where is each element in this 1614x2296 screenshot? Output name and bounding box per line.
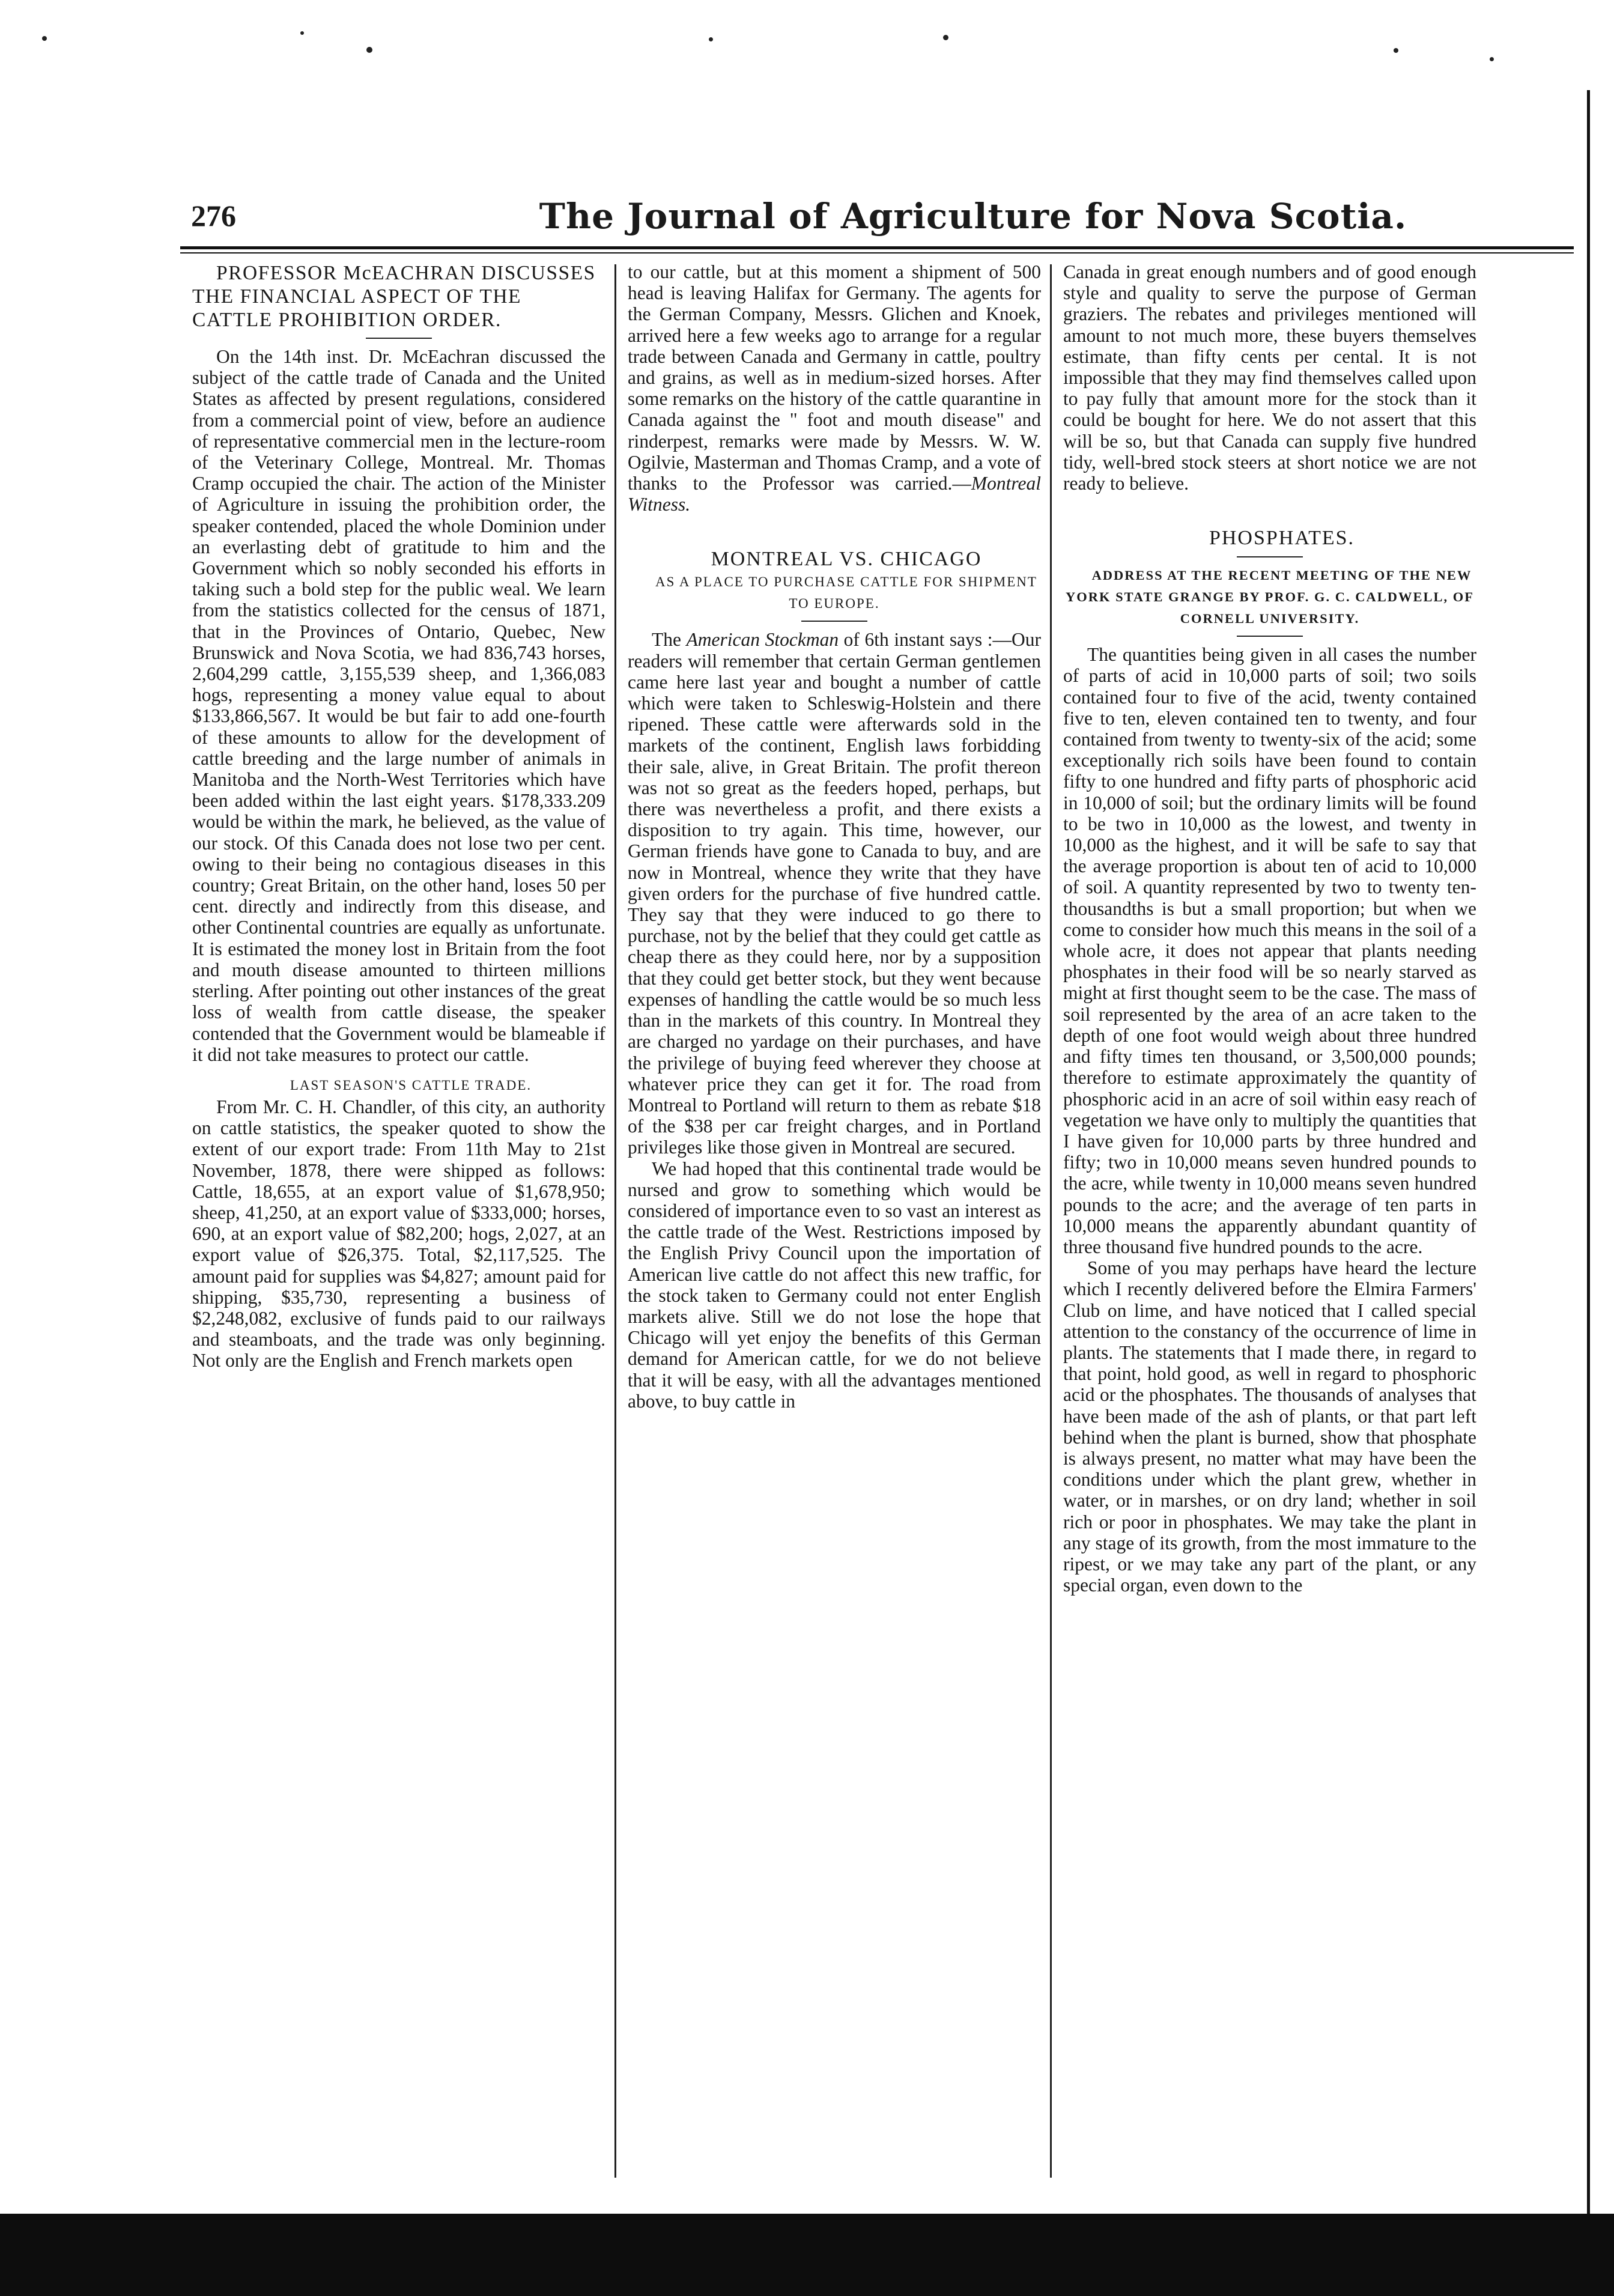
spacer	[192, 1065, 605, 1075]
journal-page	[180, 198, 1574, 2199]
heading-rule	[366, 338, 432, 339]
heading-rule	[1237, 636, 1303, 637]
scan-speck	[1394, 48, 1398, 53]
scan-speck	[943, 35, 948, 40]
publication-name: American Stockman	[686, 629, 839, 651]
article-paragraph: On the 14th inst. Dr. McEachran discussed the subject of the cattle trade of Canada and the United States as affected by present regulations, considered from a commercial point of view, before an audience of representative commercial men in the lecture-room of the Veterinary College, Montreal. Mr. Thomas Cramp occupied the chair. The action of the Minister of Agriculture in issuing the prohibition order, the speaker contended, placed the whole Dominion under an everlasting debt of gratitude to him and the Government which so nobly seconded his efforts in taking such a bold step for the public weal. We learn from the statistics collected for the census of 1871, that in the Provinces of Ontario, Quebec, New Brunswick and Nova Scotia, we had 836,743 horses, 2,604,299 cattle, 3,155,539 sheep, and 1,366,083 hogs, representing a money value equal to about $133,866,567. It would be but fair to add one-fourth of these amounts to allow for the development of cattle breeding and the large number of animals in Manitoba and the North-West Territories which have been added within the last eight years. $178,333.209 would be within the mark, he believed, as the value of our stock. Of this Canada does not lose two per cent. owing to their being no contagious diseases in this country; Great Britain, on the other hand, loses 50 per cent. directly and indirectly from this disease, and other Continental countries are equally as unfortunate. It is estimated the money lost in Britain from the foot and mouth disease amounted to thirteen millions sterling. After pointing out other instances of the great loss of wealth from cattle disease, the speaker contended that the Government would be blameable if it did not take measures to protect our cattle.	[192, 346, 605, 1065]
scan-speck	[42, 36, 47, 41]
column-3	[1063, 261, 1476, 2184]
paragraph-text: of 6th instant says :—Our readers will remember that certain German gentlemen came here last year and bought a number of cattle which were taken to Schleswig-Holstein and there ripened. These cattle were afterwards sold in the markets of the continent, English laws forbidding their sale, alive, in Great Britain. The profit thereon was not so great as the feeders hoped, perhaps, but there was nevertheless a profit, and there exists a disposition to try again. This time, however, our German friends have gone to Canada to buy, and are now in Montreal, whence they write that they have given orders for the purchase of five hundred cattle. They say that they were induced to go there to purchase, not by the belief that they could get cattle as cheap there as they could here, nor by a supposition that they could get better stock, but they went because expenses of handling the cattle would be so much less than in the markets of this country. In Montreal they are charged no yardage on their purchases, and have the privilege of buying feed wherever they choose at whatever price they can get it for. The road from Montreal to Portland will return to them as rebate $18 of the $38 per car freight charges, and in Portland privileges like those given in Montreal are secured.	[628, 629, 1041, 1158]
source-citation: Montreal Witness.	[628, 473, 1041, 515]
scan-speck	[300, 31, 304, 35]
column-divider	[1050, 264, 1052, 2178]
scan-margin-bottom	[0, 2214, 1614, 2296]
section-subheading-cattle-trade: LAST SEASON'S CATTLE TRADE.	[290, 1077, 532, 1093]
scan-speck	[366, 47, 372, 53]
header-rule	[180, 246, 1574, 249]
article-paragraph: We had hoped that this continental trade would be nursed and grow to something which would be considered of importance even to so vast an interest as the cattle trade of the West. Restrictions imposed by the English Privy Council upon the importation of American live cattle do not affect this new traffic, for the stock taken to Germany could not enter English markets alive. Still we do not lose the hope that Chicago will yet enjoy the benefits of this German demand for American cattle, for we do not believe that it will be easy, with all the advantages mentioned above, to buy cattle in	[628, 1158, 1041, 1412]
article-paragraph: The quantities being given in all cases the number of parts of acid in 10,000 parts of soil; two soils contained four to five of the acid, twenty contained five to ten, eleven contained ten to twenty, and four contained from twenty to twenty-six of the acid; some exceptionally rich soils have been found to contain fifty to one hundred and fifty parts of phosphoric acid in 10,000 of soil; but the ordinary limits will be found to be two in 10,000 as the lowest, and twenty in 10,000 as the highest, and it will be safe to say that the average proportion is about ten of acid to 10,000 of soil. A quantity represented by two to twenty ten-thousandths is but a small proportion; but when we come to consider how much this means in the soil of a whole acre, it does not appear that plants needing phosphates in their food will be so nearly starved as might at first thought seem to be the case. The mass of soil represented by the area of an acre taken to the depth of one foot would weigh about three hundred and fifty times ten thousand, or 3,500,000 pounds; therefore to estimate approximately the quantity of phosphoric acid in an acre of soil within easy reach of vegetation we have only to multiply the quantities that I have given for 10,000 parts by three hundred and fifty; two in 10,000 means seven hundred pounds to the acre, while twenty in 10,000 means seven hundred pounds to the acre; and the average of ten parts in 10,000 means the apparently abundant quantity of three thousand five hundred pounds to the acre.	[1063, 644, 1476, 1257]
paragraph-text: to our cattle, but at this moment a shipment of 500 head is leaving Halifax for Germany. The agents for the German Company, Messrs. Glichen and Knoek, arrived here a few weeks ago to arrange for a regular trade between Canada and Germany in cattle, poultry and grains, as well as in medium-sized horses. After some remarks on the history of the cattle quarantine in Canada against the " foot and mouth disease" and rinderpest, remarks were made by Messrs. W. W. Ogilvie, Masterman and Thomas Cramp, and a vote of thanks to the Professor was carried.—	[628, 261, 1041, 494]
article-paragraph	[628, 629, 1041, 1158]
paragraph-text: The	[652, 629, 687, 651]
article-subheading: ADDRESS AT THE RECENT MEETING OF THE NEW YORK STATE GRANGE BY PROF. G. C. CALDWELL, OF CORNELL UNIVERSITY.	[1065, 568, 1475, 627]
article-paragraph	[628, 261, 1041, 515]
column-2	[628, 261, 1041, 2184]
article-paragraph: Some of you may perhaps have heard the lecture which I recently delivered before the Elmira Farmers' Club on lime, and have noticed that I called special attention to the constancy of the occurrence of lime in plants. The statements that I made there, in regard to that point, hold good, as well in regard to phosphoric acid or the phosphates. The thousands of analyses that have been made of the ash of plants, or that part left behind when the plant is burned, show that phosphate is always present, no matter what may have been the conditions under which the plant grew, whether in water, or in marshes, or on dry land; whether in soil rich or poor in phosphates. We may take the plant in any stage of its growth, from the most immature to the ripest, or we may take any part of the plant, or any special organ, even down to the	[1063, 1257, 1476, 1596]
journal-title: The Journal of Agriculture for Nova Scotia.	[539, 196, 1407, 237]
article-heading-phosphates: PHOSPHATES.	[1209, 527, 1355, 550]
column-1	[192, 261, 605, 2184]
running-head	[180, 198, 1568, 240]
scan-speck	[1490, 57, 1494, 61]
column-divider	[614, 264, 616, 2178]
article-subheading: AS A PLACE TO PURCHASE CATTLE FOR SHIPMENT TO EUROPE.	[655, 574, 1037, 612]
page-number: 276	[191, 199, 236, 232]
scan-right-edge	[1587, 90, 1590, 2217]
article-heading-montreal-chicago: MONTREAL VS. CHICAGO	[711, 548, 982, 571]
spacer	[628, 515, 1041, 547]
header-rule-thin	[180, 252, 1574, 254]
article-paragraph: From Mr. C. H. Chandler, of this city, an authority on cattle statistics, the speaker quoted to show the extent of our export trade: From 11th May to 21st November, 1878, there were shipped as follows: Cattle, 18,655, at an export value of $1,678,950; sheep, 41,250, at an export value of $333,000; horses, 690, at an export value of $82,200; hogs, 2,027, at an export value of $26,375. Total, $2,117,525. The amount paid for supplies was $4,827; amount paid for shipping, $35,730, representing a business of $2,248,082, exclusive of funds paid to our railways and steamboats, and the trade was only beginning. Not only are the English and French markets open	[192, 1096, 605, 1371]
scan-speck	[709, 37, 713, 41]
article-paragraph: Canada in great enough numbers and of good enough style and quality to serve the purpose of German graziers. The rebates and privileges mentioned will amount to not much more, these buyers themselves estimate, than fifty cents per cental. It is not impossible that they may find themselves called upon to pay fully that amount more for the stock than it could be bought for here. We do not assert that this will be so, but that Canada can supply five hundred tidy, well-bred stock steers at short notice we are not ready to believe.	[1063, 261, 1476, 494]
article-heading-mceachran: PROFESSOR McEACHRAN DISCUSSES THE FINANCIAL ASPECT OF THE CATTLE PROHIBITION ORDER.	[192, 262, 596, 331]
heading-rule	[801, 621, 867, 622]
spacer	[1063, 494, 1476, 526]
scan-margin-top	[0, 0, 1614, 90]
heading-rule	[1237, 556, 1303, 557]
